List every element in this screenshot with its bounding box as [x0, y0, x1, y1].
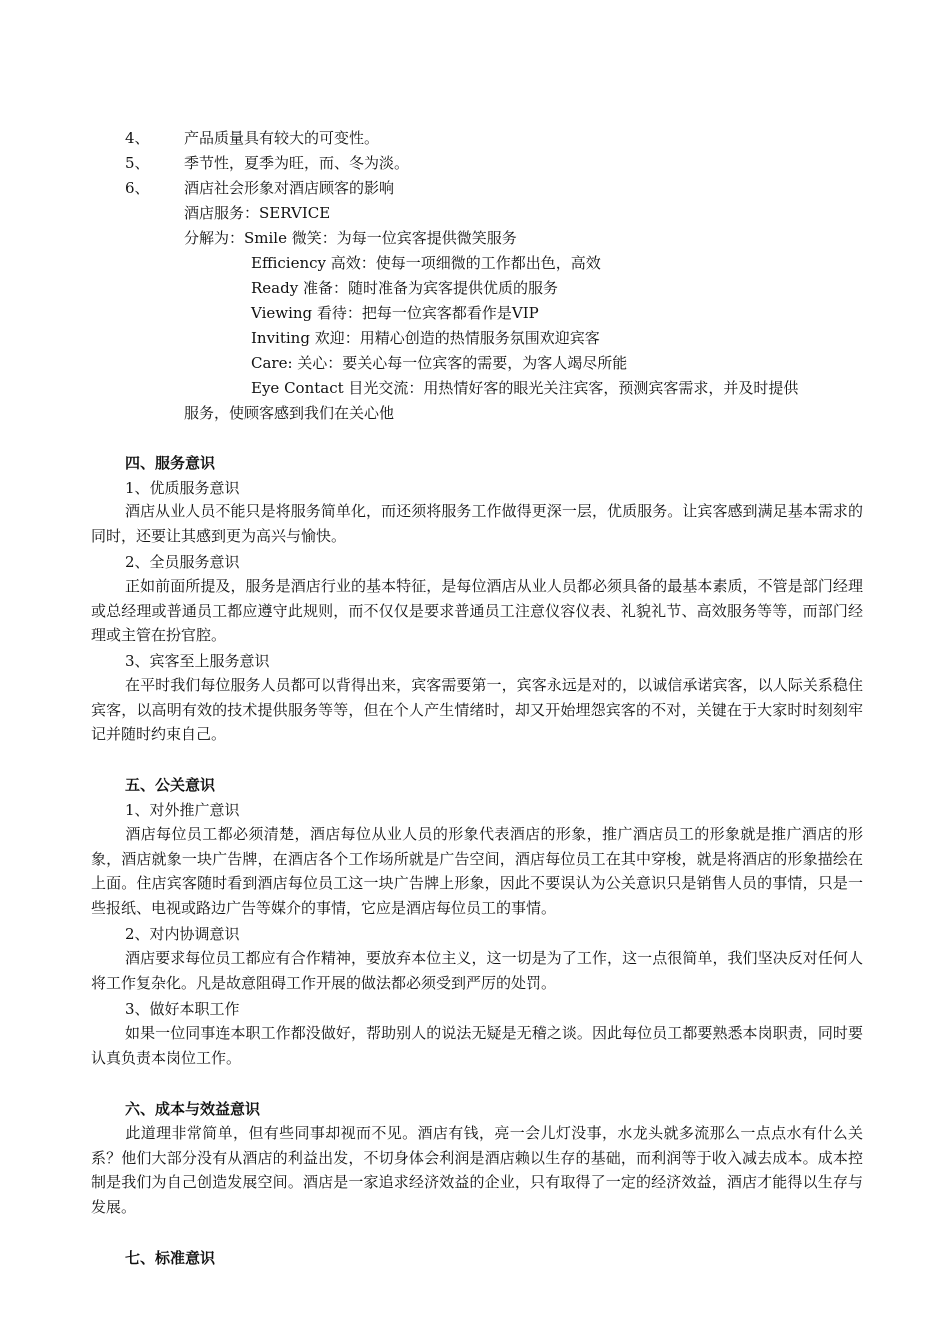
list-text: 酒店社会形象对酒店顾客的影响: [184, 179, 395, 197]
list-number: 5、: [125, 154, 150, 172]
list-text: 季节性，夏季为旺，而、冬为淡。: [184, 154, 410, 172]
service-item: Eye Contact 目光交流：用热情好客的眼光关注宾客，预测宾客需求，并及时提供: [251, 379, 799, 397]
paragraph-text: 正如前面所提及，服务是酒店行业的基本特征，是每位酒店从业人员都必须具备的最基本素质，不管是部门经理或总经理或普通员工都应遵守此规则，而不仅仅是要求普通员工注意仪容仪表、礼貌礼节、高效服务等等，而部门经理或主管在扮官腔。: [91, 577, 863, 645]
subsection-heading: 2、全员服务意识: [125, 553, 240, 571]
list-text: 产品质量具有较大的可变性。: [184, 129, 380, 147]
section-heading: 五、公关意识: [125, 776, 216, 794]
service-item: Inviting 欢迎：用精心创造的热情服务氛围欢迎宾客: [251, 329, 600, 347]
paragraph: [91, 822, 863, 920]
paragraph: [91, 1121, 863, 1219]
paragraph: [91, 499, 863, 548]
paragraph-text: 酒店从业人员不能只是将服务简单化，而还须将服务工作做得更深一层，优质服务。让宾客感到满足基本需求的同时，还要让其感到更为高兴与愉快。: [91, 502, 863, 545]
subsection-heading: 3、做好本职工作: [125, 1000, 240, 1018]
service-decompose: 分解为：Smile 微笑：为每一位宾客提供微笑服务: [184, 229, 517, 247]
paragraph: [91, 574, 863, 648]
service-item: Efficiency 高效：使每一项细微的工作都出色，高效: [251, 254, 601, 272]
paragraph: [91, 673, 863, 747]
service-item: Viewing 看待：把每一位宾客都看作是VIP: [251, 304, 539, 322]
paragraph-text: 在平时我们每位服务人员都可以背得出来，宾客需要第一，宾客永远是对的，以诚信承诺宾客，以人际关系稳住宾客，以高明有效的技术提供服务等等，但在个人产生情绪时，却又开始埋怨宾客的不对，关键在于大家时时刻刻牢记并随时约束自己。: [91, 676, 863, 744]
subsection-heading: 1、对外推广意识: [125, 801, 240, 819]
paragraph-text: 如果一位同事连本职工作都没做好，帮助别人的说法无疑是无稽之谈。因此每位员工都要熟悉本岗职责，同时要认真负责本岗位工作。: [91, 1024, 863, 1067]
subsection-heading: 3、宾客至上服务意识: [125, 652, 270, 670]
paragraph-text: 酒店每位员工都必须清楚，酒店每位从业人员的形象代表酒店的形象，推广酒店员工的形象就是推广酒店的形象，酒店就象一块广告牌，在酒店各个工作场所就是广告空间，酒店每位员工在其中穿梭，就是将酒店的形象描绘在上面。住店宾客随时看到酒店每位员工这一块广告牌上形象，因此不要误认为公关意识只是销售人员的事情，只是一些报纸、电视或路边广告等媒介的事情，它应是酒店每位员工的事情。: [91, 825, 863, 917]
section-heading: 六、成本与效益意识: [125, 1100, 261, 1118]
section-heading: 四、服务意识: [125, 454, 216, 472]
section-heading: 七、标准意识: [125, 1249, 216, 1267]
service-item: Ready 准备：随时准备为宾客提供优质的服务: [251, 279, 558, 297]
paragraph: [91, 1021, 863, 1070]
paragraph: [91, 946, 863, 995]
list-number: 6、: [125, 179, 150, 197]
subsection-heading: 2、对内协调意识: [125, 925, 240, 943]
service-title: 酒店服务：SERVICE: [184, 204, 331, 222]
service-continuation: 服务，使顾客感到我们在关心他: [184, 404, 395, 422]
list-number: 4、: [125, 129, 150, 147]
paragraph-text: 酒店要求每位员工都应有合作精神，要放弃本位主义，这一切是为了工作，这一点很简单，我们坚决反对任何人将工作复杂化。凡是故意阻碍工作开展的做法都必须受到严厉的处罚。: [91, 949, 863, 992]
service-item: Care: 关心：要关心每一位宾客的需要，为客人竭尽所能: [251, 354, 628, 372]
subsection-heading: 1、优质服务意识: [125, 479, 240, 497]
paragraph-text: 此道理非常简单，但有些同事却视而不见。酒店有钱，亮一会儿灯没事，水龙头就多流那么一点点水有什么关系？他们大部分没有从酒店的利益出发，不切身体会利润是酒店赖以生存的基础，而利润等于收入减去成本。成本控制是我们为自己创造发展空间。酒店是一家追求经济效益的企业，只有取得了一定的经济效益，酒店才能得以生存与发展。: [91, 1124, 863, 1216]
